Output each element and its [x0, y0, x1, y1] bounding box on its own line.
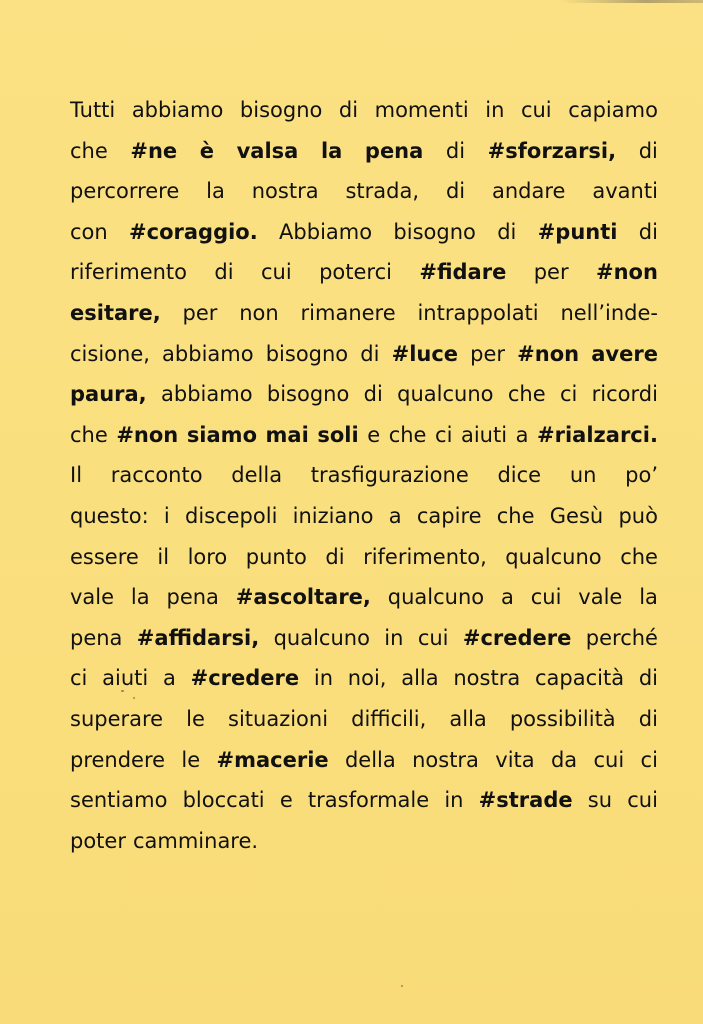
word: possibilità — [509, 706, 616, 731]
hashtag-bold-word: la — [320, 138, 343, 163]
word: andare — [492, 179, 566, 204]
word: camminare. — [132, 828, 259, 853]
text-line — [70, 374, 658, 415]
word: trasformale — [307, 788, 430, 813]
word: essere — [70, 544, 139, 569]
word: di — [497, 219, 517, 244]
hashtag-bold-word: #non — [596, 260, 658, 285]
word: su — [587, 788, 613, 813]
hashtag-bold-word: esitare, — [70, 300, 161, 325]
word: rimanere — [300, 300, 396, 325]
word: che — [507, 382, 546, 407]
word: per — [470, 341, 506, 366]
word: iniziano — [292, 503, 374, 528]
text-line — [70, 90, 658, 131]
word: qualcuno — [397, 382, 494, 407]
word: a — [501, 585, 514, 610]
text-line — [70, 131, 658, 172]
word: Gesù — [549, 503, 604, 528]
word: di — [638, 219, 658, 244]
word: trasfigurazione — [310, 463, 469, 488]
word: il — [157, 544, 170, 569]
word: riferimento — [70, 260, 188, 285]
hashtag-bold-word: avere — [591, 341, 658, 366]
hashtag-bold-word: #macerie — [216, 747, 329, 772]
reflection-paragraph — [70, 90, 658, 861]
hashtag-bold-word: #sforzarsi, — [487, 138, 617, 163]
word: Abbiamo — [279, 219, 373, 244]
word: percorrere — [70, 179, 180, 204]
word: Tutti — [70, 98, 116, 122]
text-line — [70, 780, 658, 821]
word: capiamo — [568, 98, 658, 122]
hashtag-bold-word: #non — [116, 422, 179, 447]
word: la — [130, 585, 150, 610]
word: loro — [187, 544, 228, 569]
word: di — [214, 260, 234, 285]
word: capacità — [534, 666, 625, 691]
text-line — [70, 658, 658, 699]
word: bisogno — [265, 341, 349, 366]
hashtag-bold-word: siamo — [186, 422, 257, 447]
word: bisogno — [393, 219, 476, 244]
word: ci — [559, 382, 578, 407]
word: le — [186, 706, 205, 731]
word: un — [569, 463, 597, 488]
word: discepoli — [184, 503, 278, 528]
word: della — [344, 747, 396, 772]
text-line — [70, 293, 658, 334]
word: che — [620, 544, 658, 569]
word: abbiamo — [161, 382, 253, 407]
word: di — [360, 341, 380, 366]
word: e — [367, 422, 381, 447]
word: per — [533, 260, 569, 285]
word: ricordi — [591, 382, 658, 407]
hashtag-bold-word: #credere — [462, 625, 572, 650]
word: cui — [627, 788, 658, 813]
paper-speck — [401, 985, 403, 987]
word: prendere — [70, 747, 166, 772]
word: di — [638, 706, 658, 731]
word: cui — [520, 98, 552, 122]
word: nell’inde- — [560, 300, 658, 325]
word: da — [550, 747, 578, 772]
word: pena — [70, 625, 123, 650]
text-line — [70, 455, 658, 496]
word: cui — [593, 747, 625, 772]
hashtag-bold-word: valsa — [236, 138, 299, 163]
word: con — [70, 219, 108, 244]
word: dice — [497, 463, 542, 488]
word: qualcuno — [273, 625, 370, 650]
word: in — [384, 625, 404, 650]
word: della — [231, 463, 283, 488]
text-line — [70, 252, 658, 293]
text-line — [70, 740, 658, 781]
hashtag-bold-word: #ne — [130, 138, 178, 163]
hashtag-bold-word: #coraggio. — [129, 219, 258, 244]
hashtag-bold-word: #rialzarci. — [537, 422, 658, 447]
word: cui — [260, 260, 292, 285]
word: abbiamo — [162, 341, 254, 366]
word: in — [444, 788, 464, 813]
text-line — [70, 334, 658, 375]
word: intrappolati — [417, 300, 539, 325]
word: momenti — [374, 98, 469, 122]
word: per — [182, 300, 218, 325]
word: racconto — [110, 463, 203, 488]
word: noi, — [347, 666, 387, 691]
hashtag-bold-word: #affidarsi, — [136, 625, 260, 650]
text-line — [70, 415, 658, 456]
word: Il — [70, 463, 83, 488]
word: alla — [449, 706, 487, 731]
hashtag-bold-word: paura, — [70, 382, 147, 407]
word: a — [515, 422, 529, 447]
hashtag-bold-word: #fidare — [419, 260, 507, 285]
hashtag-bold-word: #strade — [478, 788, 573, 813]
word: i — [163, 503, 170, 528]
word: poterci — [319, 260, 392, 285]
word: di — [325, 544, 345, 569]
text-line — [70, 212, 658, 253]
word: vale — [70, 585, 115, 610]
word: situazioni — [228, 706, 329, 731]
word: riferimento, — [363, 544, 487, 569]
word: bloccati — [182, 788, 265, 813]
word: qualcuno — [505, 544, 602, 569]
word: bisogno — [239, 98, 323, 122]
text-line — [70, 171, 658, 212]
hashtag-bold-word: #punti — [537, 219, 618, 244]
text-line — [70, 577, 658, 618]
word: che — [388, 422, 427, 447]
word: difficili, — [351, 706, 427, 731]
hashtag-bold-word: #credere — [190, 666, 300, 691]
word: capire — [416, 503, 482, 528]
word: di — [638, 666, 658, 691]
word: vita — [495, 747, 535, 772]
scan-edge-shadow — [560, 0, 703, 3]
word: ci — [435, 422, 453, 447]
word: strada, — [345, 179, 420, 204]
word: cui — [417, 625, 449, 650]
word: cui — [530, 585, 562, 610]
word: a — [162, 666, 176, 691]
word: che — [70, 422, 108, 447]
word: di — [338, 98, 359, 122]
word: e — [279, 788, 293, 813]
word: la — [639, 585, 658, 610]
word: questo: — [70, 503, 149, 528]
word: non — [239, 300, 279, 325]
text-line — [70, 537, 658, 578]
word: può — [618, 503, 658, 528]
word: che — [70, 138, 108, 163]
word: superare — [70, 706, 164, 731]
hashtag-bold-word: #ascoltare, — [235, 585, 371, 610]
word: aiuti — [460, 422, 508, 447]
text-line — [70, 699, 658, 740]
text-line — [70, 821, 658, 862]
hashtag-bold-word: #non — [517, 341, 580, 366]
word: ci — [70, 666, 88, 691]
text-line — [70, 618, 658, 659]
word: nostra — [412, 747, 479, 772]
hashtag-bold-word: #luce — [391, 341, 459, 366]
word: perché — [585, 625, 658, 650]
word: di — [445, 179, 466, 204]
word: di — [363, 382, 383, 407]
word: nostra — [251, 179, 319, 204]
word: in — [313, 666, 334, 691]
hashtag-bold-word: è — [199, 138, 215, 163]
word: nostra — [453, 666, 521, 691]
text-line — [70, 496, 658, 537]
word: alla — [401, 666, 439, 691]
word: ci — [640, 747, 658, 772]
word: vale — [578, 585, 623, 610]
hashtag-bold-word: pena — [364, 138, 424, 163]
word: di — [445, 138, 466, 163]
word: la — [206, 179, 225, 204]
word: punto — [245, 544, 307, 569]
word: le — [181, 747, 201, 772]
word: pena — [166, 585, 219, 610]
word: bisogno — [266, 382, 350, 407]
word: in — [485, 98, 505, 122]
word: che — [496, 503, 535, 528]
word: qualcuno — [387, 585, 485, 610]
word: aiuti — [102, 666, 149, 691]
word: abbiamo — [131, 98, 224, 122]
word: cisione, — [70, 341, 150, 366]
hashtag-bold-word: mai — [265, 422, 309, 447]
word: a — [388, 503, 402, 528]
hashtag-bold-word: soli — [317, 422, 359, 447]
word: avanti — [592, 179, 658, 204]
word: po’ — [625, 463, 658, 488]
word: di — [638, 138, 658, 163]
word: poter — [70, 828, 126, 853]
word: sentiamo — [70, 788, 168, 813]
